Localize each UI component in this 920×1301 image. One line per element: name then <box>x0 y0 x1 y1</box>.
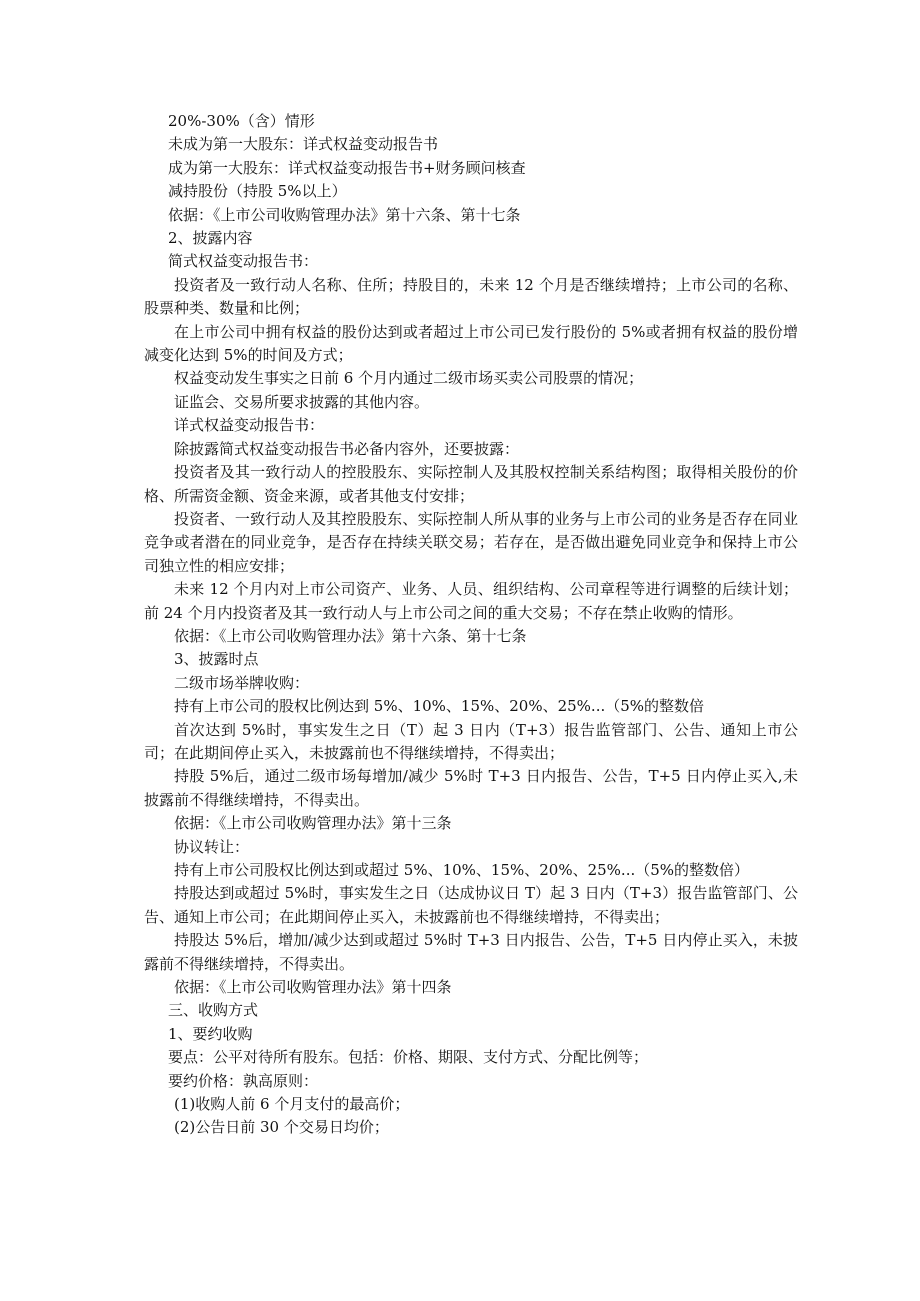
paragraph: 未成为第一大股东：详式权益变动报告书 <box>168 135 439 154</box>
document-body <box>138 110 798 1140</box>
paragraph: 在上市公司中拥有权益的股份达到或者超过上市公司已发行股份的 5%或者拥有权益的股份增减变化达到 5%的时间及方式； <box>144 322 798 365</box>
paragraph: 详式权益变动报告书： <box>174 416 325 435</box>
paragraph: 持有上市公司股权比例达到或超过 5%、10%、15%、20%、25%...（5%的整数倍） <box>174 861 750 879</box>
section-heading: 1、要约收购 <box>168 1024 253 1043</box>
paragraph: 持股 5%后，通过二级市场每增加/减少 5%时 T+3 日内报告、公告，T+5 日内停止买入,未披露前不得继续增持，不得卖出。 <box>144 767 798 809</box>
paragraph: 要点：公平对待所有股东。包括：价格、期限、支付方式、分配比例等； <box>168 1048 649 1067</box>
paragraph: 持股达 5%后，增加/减少达到或超过 5%时 T+3 日内报告、公告，T+5 日内停止买入，未披露前不得继续增持，不得卖出。 <box>144 931 798 973</box>
paragraph: 持有上市公司的股权比例达到 5%、10%、15%、20%、25%...（5%的整数倍 <box>174 697 705 716</box>
paragraph: 二级市场举牌收购： <box>174 673 310 692</box>
paragraph: 依据：《上市公司收购管理办法》第十四条 <box>174 978 452 997</box>
paragraph: 要约价格：孰高原则： <box>168 1071 319 1090</box>
section-heading: 三、收购方式 <box>168 1001 259 1020</box>
paragraph: 投资者及其一致行动人的控股股东、实际控制人及其股权控制关系结构图；取得相关股份的价格、所需资金额、资金来源，或者其他支付安排； <box>144 463 798 505</box>
paragraph: 依据：《上市公司收购管理办法》第十六条、第十七条 <box>168 205 521 224</box>
paragraph: 证监会、交易所要求披露的其他内容。 <box>174 392 430 411</box>
paragraph: 减持股份（持股 5%以上） <box>168 182 347 201</box>
paragraph: 持股达到或超过 5%时，事实发生之日（达成协议日 T）起 3 日内（T+3）报告监管部门、公告、通知上市公司；在此期间停止买入，未披露前也不得继续增持，不得卖出； <box>144 884 798 926</box>
paragraph: 权益变动发生事实之日前 6 个月内通过二级市场买卖公司股票的情况； <box>174 369 644 388</box>
paragraph: 协议转让： <box>174 837 250 856</box>
paragraph: 简式权益变动报告书： <box>168 252 319 271</box>
paragraph: 20%-30%（含）情形 <box>168 112 315 130</box>
paragraph: 依据：《上市公司收购管理办法》第十六条、第十七条 <box>174 626 527 645</box>
paragraph: 未来 12 个月内对上市公司资产、业务、人员、组织结构、公司章程等进行调整的后续计划；前 24 个月内投资者及其一致行动人与上市公司之间的重大交易；不存在禁止收购的情形。 <box>144 580 798 622</box>
paragraph: 依据：《上市公司收购管理办法》第十三条 <box>174 814 452 833</box>
paragraph: 成为第一大股东：详式权益变动报告书+财务顾问核查 <box>168 158 526 177</box>
paragraph: 投资者、一致行动人及其控股股东、实际控制人所从事的业务与上市公司的业务是否存在同业竞争或者潜在的同业竞争，是否存在持续关联交易；若存在，是否做出避免同业竞争和保持上市公司独立性的相应安排； <box>144 509 798 575</box>
paragraph: 除披露简式权益变动报告书必备内容外，还要披露： <box>174 439 520 458</box>
paragraph: 首次达到 5%时，事实发生之日（T）起 3 日内（T+3）报告监管部门、公告、通知上市公司；在此期间停止买入，未披露前也不得继续增持，不得卖出； <box>144 720 798 762</box>
section-heading: 3、披露时点 <box>174 650 259 669</box>
section-heading: 2、披露内容 <box>168 229 253 248</box>
list-item: (2)公告日前 30 个交易日均价； <box>174 1118 389 1137</box>
paragraph: 投资者及一致行动人名称、住所；持股目的，未来 12 个月是否继续增持；上市公司的名称、股票种类、数量和比例； <box>144 275 798 318</box>
list-item: (1)收购人前 6 个月支付的最高价； <box>174 1095 410 1114</box>
